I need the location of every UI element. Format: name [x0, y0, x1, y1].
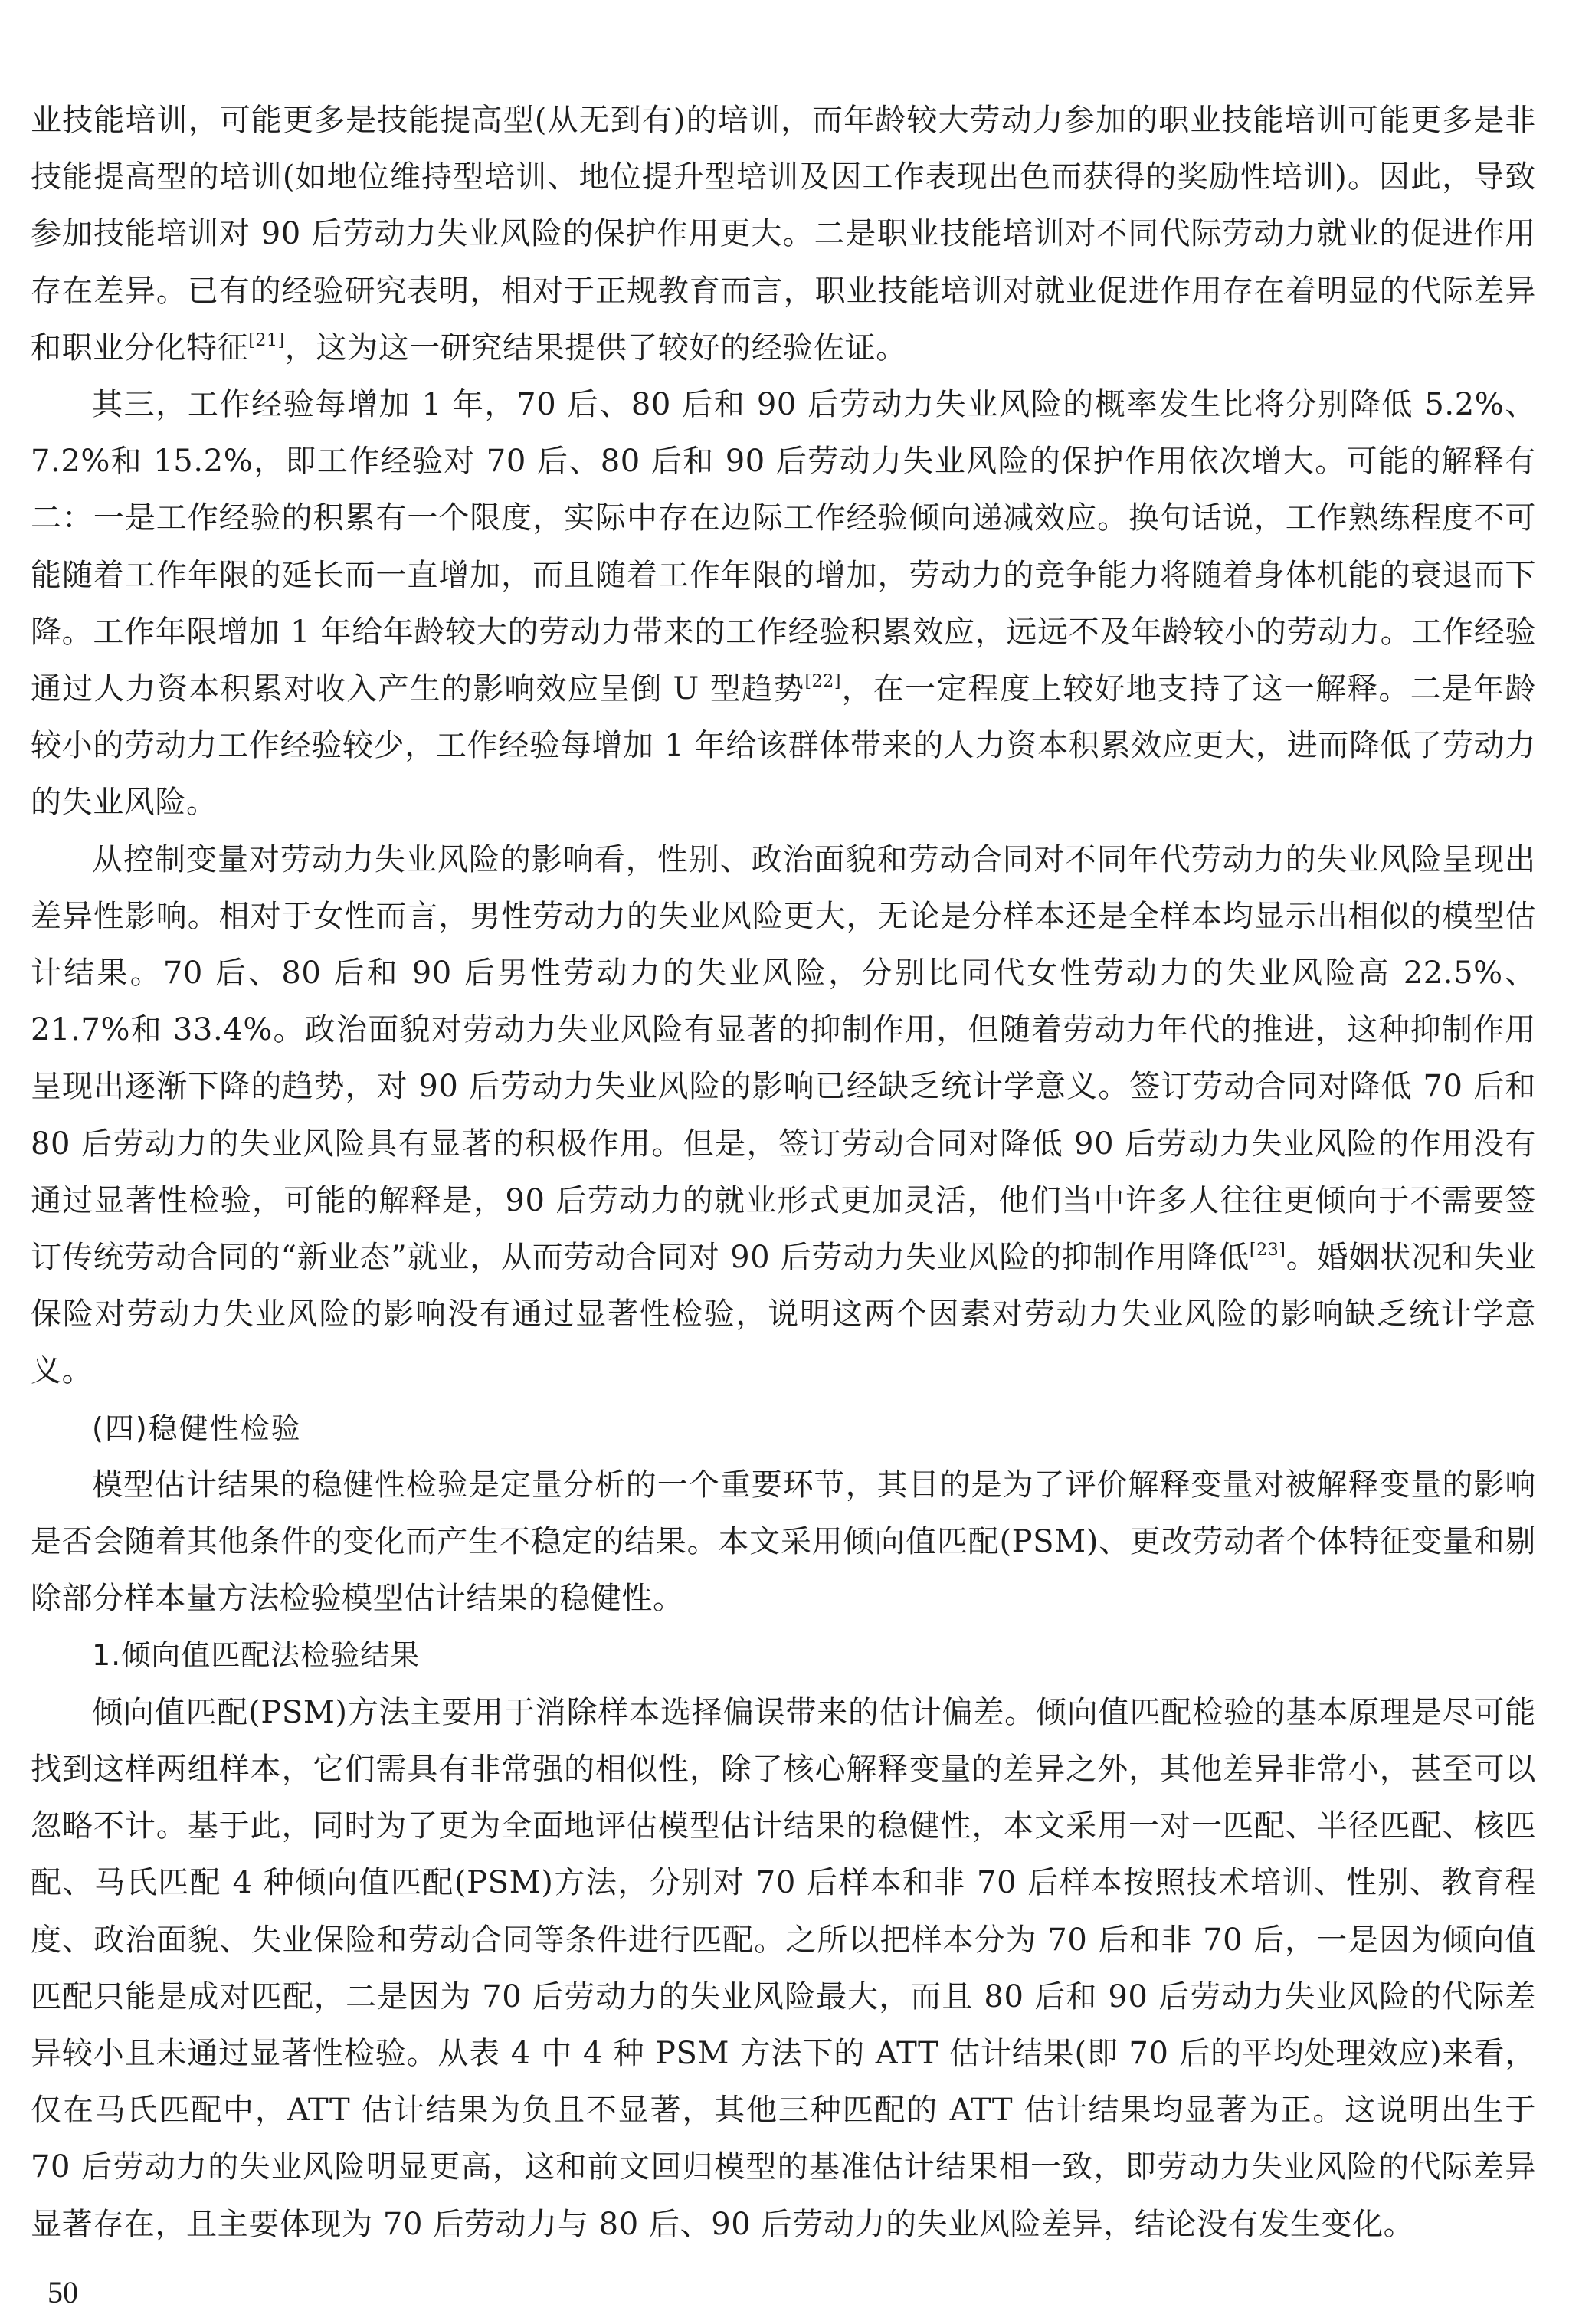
paragraph-psm — [31, 1684, 1536, 2253]
paragraph-experience-text: 其三，工作经验每增加 1 年，70 后、80 后和 90 后劳动力失业风险的概率发生比将分别降低 5.2%、7.2%和 15.2%，即工作经验对 70 后、80 后和 90 后劳动力失业风险的保护作用依次增大。可能的解释有二：一是工作经验的积累有一个限度，实际中存在边际工作经验倾向递减效应。换句话说，工作熟练程度不可能随着工作年限的延长而一直增加，而且随着工作年限的增加，劳动力的竞争能力将随着身体机能的衰退而下降。工作年限增加 1 年给年龄较大的劳动力带来的工作经验积累效应，远远不及年龄较小的劳动力。工作经验通过人力资本积累对收入产生的影响效应呈倒 U 型趋势 — [31, 387, 1536, 707]
citation-21[interactable]: [21] — [248, 330, 285, 350]
paragraph-robustness-intro — [31, 1457, 1536, 1627]
article-body — [31, 92, 1536, 2253]
subsection-heading-psm: 1.倾向值匹配法检验结果 — [92, 1638, 421, 1673]
citation-23[interactable]: [23] — [1249, 1241, 1286, 1260]
paragraph-experience — [31, 376, 1536, 831]
paragraph-psm-text: 倾向值匹配(PSM)方法主要用于消除样本选择偏误带来的估计偏差。倾向值匹配检验的基本原理是尽可能找到这样两组样本，它们需具有非常强的相似性，除了核心解释变量的差异之外，其他差异非常小，甚至可以忽略不计。基于此，同时为了更为全面地评估模型估计结果的稳健性，本文采用一对一匹配、半径匹配、核匹配、马氏匹配 4 种倾向值匹配(PSM)方法，分别对 70 后样本和非 70 后样本按照技术培训、性别、教育程度、政治面貌、失业保险和劳动合同等条件进行匹配。之所以把样本分为 70 后和非 70 后，一是因为倾向值匹配只能是成对匹配，二是因为 70 后劳动力的失业风险最大，而且 80 后和 90 后劳动力失业风险的代际差异较小且未通过显著性检验。从表 4 中 4 种 PSM 方法下的 ATT 估计结果(即 70 后的平均处理效应)来看，仅在马氏匹配中，ATT 估计结果为负且不显著，其他三种匹配的 ATT 估计结果均显著为正。这说明出生于 70 后劳动力的失业风险明显更高，这和前文回归模型的基准估计结果相一致，即劳动力失业风险的代际差异显著存在，且主要体现为 70 后劳动力与 80 后、90 后劳动力的失业风险差异，结论没有发生变化。 — [31, 1694, 1536, 2242]
paragraph-training-tail: ，这为这一研究结果提供了较好的经验佐证。 — [284, 329, 907, 365]
paragraph-control-tail: 。婚姻状况和失业保险对劳动力失业风险的影响没有通过显著性检验，说明这两个因素对劳动力失业风险的影响缺乏统计学意义。 — [31, 1240, 1536, 1389]
paragraph-experience-tail: ，在一定程度上较好地支持了这一解释。二是年龄较小的劳动力工作经验较少，工作经验每增加 1 年给该群体带来的人力资本积累效应更大，进而降低了劳动力的失业风险。 — [31, 671, 1537, 821]
paragraph-control-variables — [31, 831, 1536, 1400]
paragraph-training — [31, 92, 1536, 376]
section-heading-robustness: (四)稳健性检验 — [92, 1411, 302, 1445]
paragraph-training-text: 业技能培训，可能更多是技能提高型(从无到有)的培训，而年龄较大劳动力参加的职业技能培训可能更多是非技能提高型的培训(如地位维持型培训、地位提升型培训及因工作表现出色而获得的奖励性培训)。因此，导致参加技能培训对 90 后劳动力失业风险的保护作用更大。二是职业技能培训对不同代际劳动力就业的促进作用存在差异。已有的经验研究表明，相对于正规教育而言，职业技能培训对就业促进作用存在着明显的代际差异和职业分化特征 — [31, 103, 1536, 365]
paragraph-control-text: 从控制变量对劳动力失业风险的影响看，性别、政治面貌和劳动合同对不同年代劳动力的失业风险呈现出差异性影响。相对于女性而言，男性劳动力的失业风险更大，无论是分样本还是全样本均显示出相似的模型估计结果。70 后、80 后和 90 后男性劳动力的失业风险，分别比同代女性劳动力的失业风险高 22.5%、21.7%和 33.4%。政治面貌对劳动力失业风险有显著的抑制作用，但随着劳动力年代的推进，这种抑制作用呈现出逐渐下降的趋势，对 90 后劳动力失业风险的影响已经缺乏统计学意义。签订劳动合同对降低 70 后和 80 后劳动力的失业风险具有显著的积极作用。但是，签订劳动合同对降低 90 后劳动力失业风险的作用没有通过显著性检验，可能的解释是，90 后劳动力的就业形式更加灵活，他们当中许多人往往更倾向于不需要签订传统劳动合同的“新业态”就业，从而劳动合同对 90 后劳动力失业风险的抑制作用降低 — [31, 841, 1536, 1276]
citation-22[interactable]: [22] — [804, 672, 841, 692]
paragraph-robustness-text: 模型估计结果的稳健性检验是定量分析的一个重要环节，其目的是为了评价解释变量对被解释变量的影响是否会随着其他条件的变化而产生不稳定的结果。本文采用倾向值匹配(PSM)、更改劳动者个体特征变量和剔除部分样本量方法检验模型估计结果的稳健性。 — [31, 1467, 1536, 1617]
page-number: 50 — [47, 2275, 78, 2309]
